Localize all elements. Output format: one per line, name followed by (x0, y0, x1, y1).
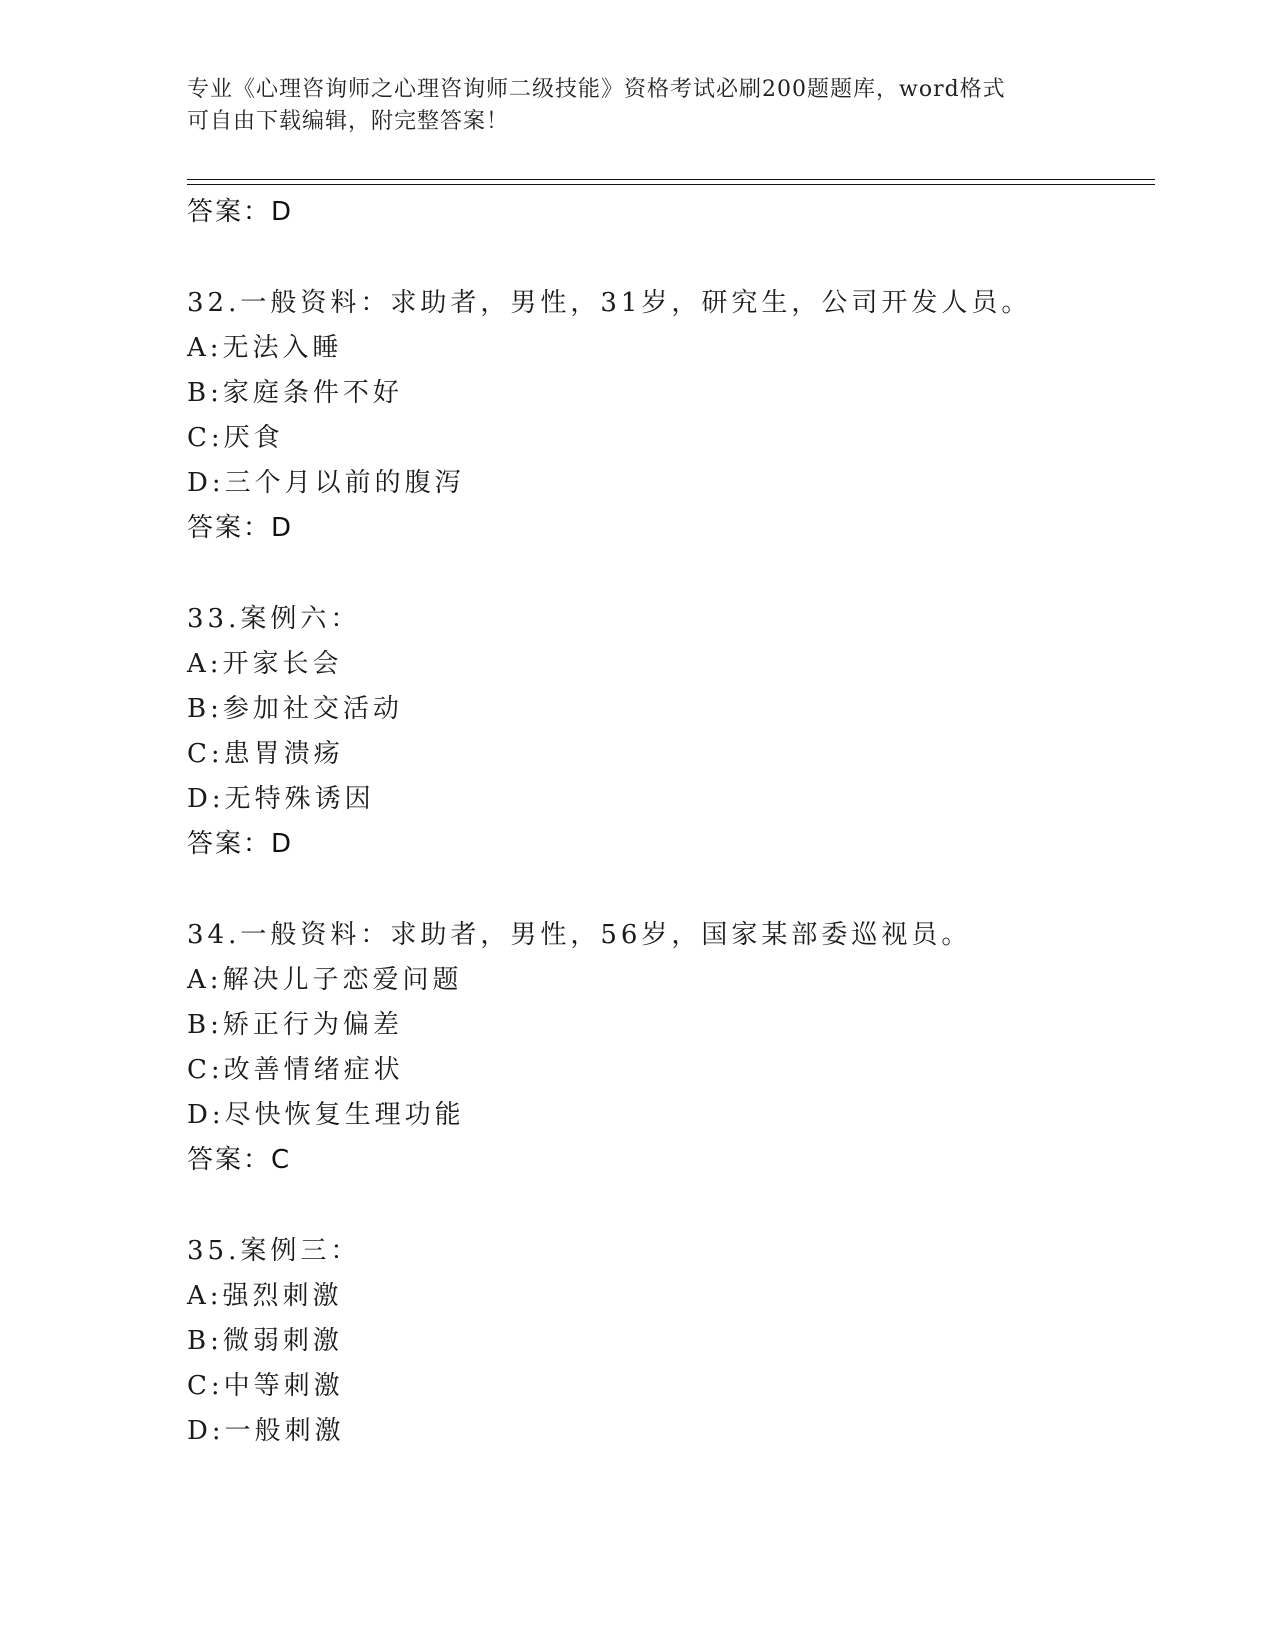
option-a: A:开家长会 (187, 649, 343, 679)
answer-line: 答案：C (187, 1145, 292, 1175)
option-d: D:无特殊诱因 (187, 784, 375, 814)
question-stem: 35.案例三： (187, 1236, 361, 1266)
question-block (187, 1229, 1155, 1454)
option-d: D:三个月以前的腹泻 (187, 468, 465, 498)
option-c: C:厌食 (187, 423, 284, 453)
header-rule-bottom (187, 184, 1155, 185)
header-rule-top (187, 179, 1155, 180)
option-c: C:患胃溃疡 (187, 739, 344, 769)
option-d: D:一般刺激 (187, 1416, 345, 1446)
answer-line: 答案：D (187, 197, 294, 227)
question-stem: 33.案例六： (187, 604, 361, 634)
question-list (187, 190, 1155, 1454)
question-block (187, 597, 1155, 867)
option-d: D:尽快恢复生理功能 (187, 1100, 465, 1130)
question-stem: 32.一般资料：求助者，男性，31岁，研究生，公司开发人员。 (187, 288, 1032, 318)
option-b: B:家庭条件不好 (187, 378, 403, 408)
answer-line: 答案：D (187, 513, 294, 543)
option-c: C:改善情绪症状 (187, 1055, 404, 1085)
option-a: A:无法入睡 (187, 333, 343, 363)
page-header (187, 74, 1087, 138)
header-line-1: 专业《心理咨询师之心理咨询师二级技能》资格考试必刷200题题库，word格式 (187, 77, 1006, 102)
option-b: B:参加社交活动 (187, 694, 403, 724)
question-stem: 34.一般资料：求助者，男性，56岁，国家某部委巡视员。 (187, 920, 972, 950)
answer-line: 答案：D (187, 829, 294, 859)
option-b: B:微弱刺激 (187, 1326, 343, 1356)
option-a: A:解决儿子恋爱问题 (187, 965, 463, 995)
option-b: B:矫正行为偏差 (187, 1010, 403, 1040)
header-line-2: 可自由下载编辑，附完整答案！ (187, 109, 510, 134)
question-block (187, 281, 1155, 551)
option-c: C:中等刺激 (187, 1371, 344, 1401)
option-a: A:强烈刺激 (187, 1281, 343, 1311)
question-block (187, 913, 1155, 1183)
